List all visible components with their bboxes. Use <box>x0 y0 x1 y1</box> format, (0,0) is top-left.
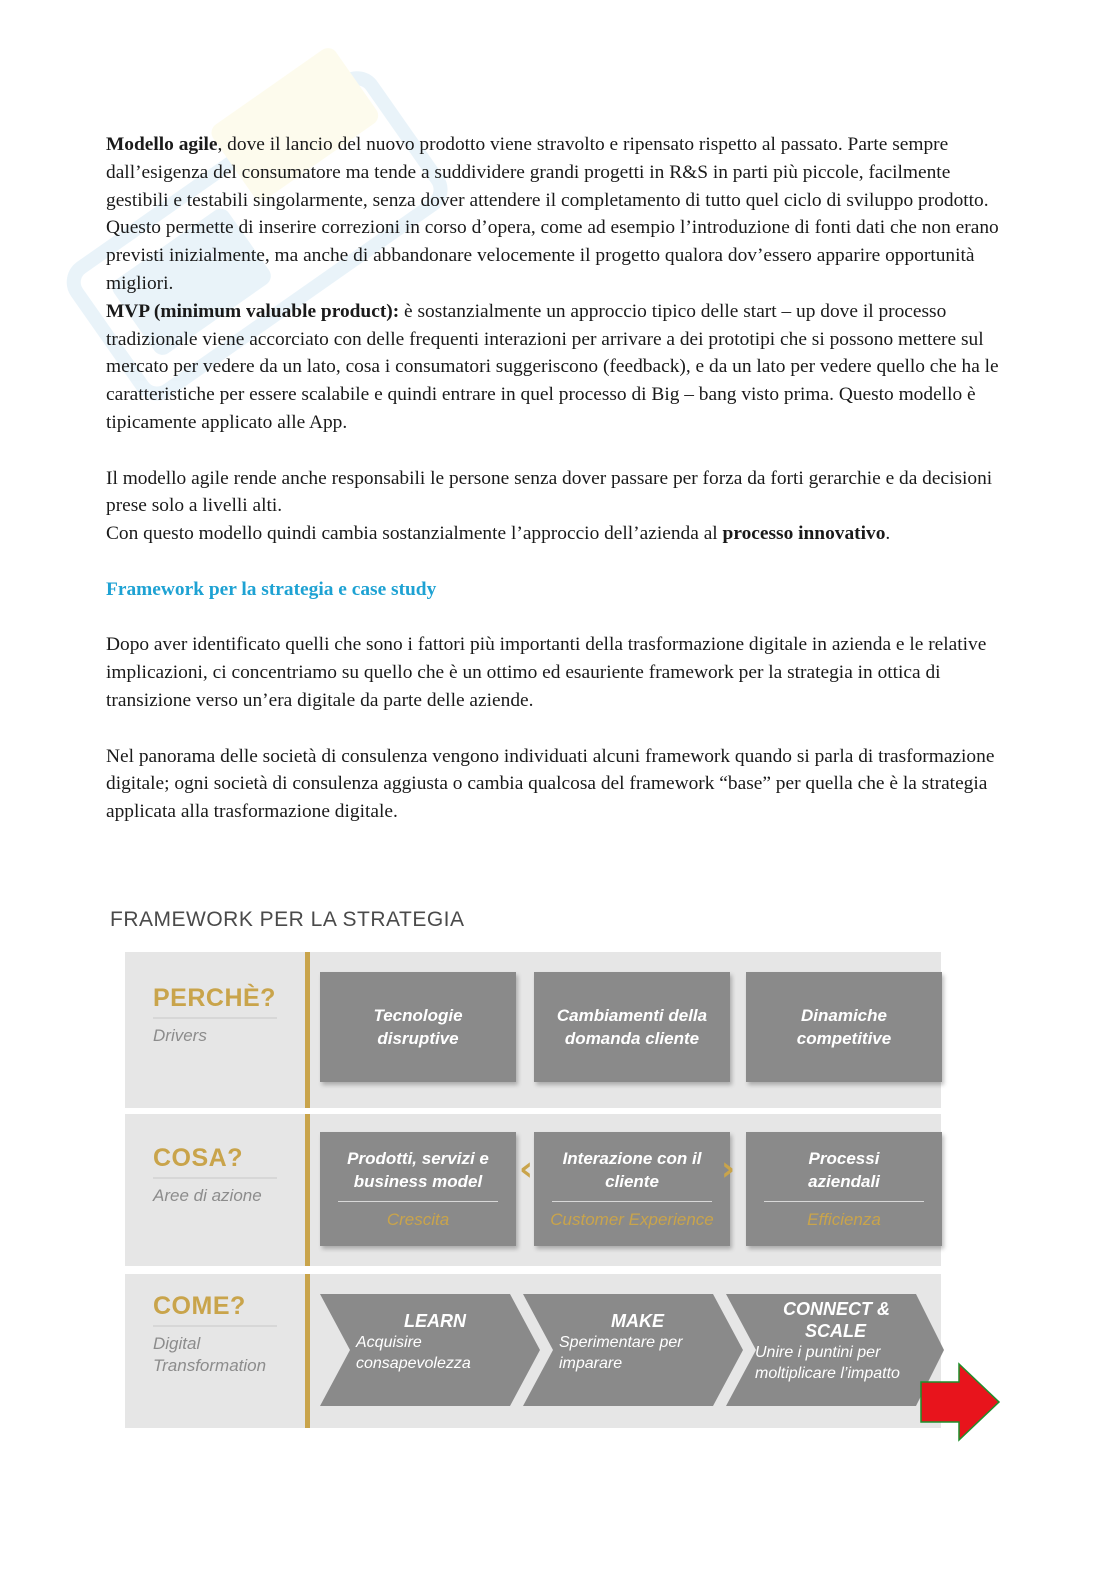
red-arrow-icon <box>917 1360 1003 1446</box>
paragraph-fattori: Dopo aver identificato quelli che sono i fattori più importanti della trasformazione digitale in azienda e le relative implicazioni, ci concentriamo su quello che è un ottimo ed esauriente framework per la strategia in ottica di transizione verso un’era digitale da parte delle aziende. <box>106 634 987 711</box>
paragraph-mvp: MVP (minimum valuable product): è sostanzialmente un approccio tipico delle start – up dove il processo tradizionale viene accorciato con delle frequenti interazioni per arrivare a dei prototipi che si possono mettere sul mercato per vedere da un lato, cosa i consumatori suggeriscono (feedback), e da un lato per vedere quello che ha le caratteristiche per essere scalabile e quindi entrare in quel processo di Big – bang visto prima. Questo modello è tipicamente applicato alle App. <box>106 300 999 433</box>
row-question: COSA? <box>153 1144 243 1172</box>
row-subtitle: Aree di azione <box>153 1186 262 1205</box>
row-subtitle: Drivers <box>153 1026 207 1045</box>
box-prodotti: Prodotti, servizi e business model Crescita <box>320 1132 516 1246</box>
figure-title: FRAMEWORK PER LA STRATEGIA <box>110 908 465 931</box>
paragraph-responsabili: Il modello agile rende anche responsabili le persone senza dover passare per forza da forti gerarchie e da decisioni prese solo a livelli alti. <box>106 467 993 517</box>
chevron-left-icon: ‹ <box>519 1149 534 1189</box>
step-learn: LEARN Acquisire consapevolezza <box>356 1311 471 1372</box>
row-subtitle-line1: Digital <box>153 1334 201 1353</box>
row-perche <box>125 952 941 1108</box>
chevron-right-icon: › <box>721 1149 736 1189</box>
row-cosa <box>125 1114 941 1266</box>
section-heading: Framework per la strategia e case study <box>106 578 437 600</box>
paragraph-correzioni: Questo permette di inserire correzioni in corso d’opera, come ad esempio l’introduzione di fonti dati che non erano previsti inizialmente, ma anche di abbandonare velocemente il progetto qualora dov’essero apparire opportunità migliori. <box>106 217 999 294</box>
framework-figure <box>105 900 1005 1460</box>
box-tecnologie: Tecnologie disruptive <box>320 972 516 1082</box>
box-processi: Processi aziendali Efficienza <box>746 1132 942 1246</box>
step-connect-scale: CONNECT & SCALE Unire i puntini per moltiplicare l’impatto <box>755 1299 900 1382</box>
row-question: PERCHÈ? <box>153 984 276 1012</box>
document-body <box>106 131 1006 826</box>
box-dinamiche: Dinamiche competitive <box>746 972 942 1082</box>
paragraph-modello-agile: Modello agile, dove il lancio del nuovo prodotto viene stravolto e ripensato rispetto al passato. Parte sempre dall’esigenza del consumatore ma tende a suddividere grandi progetti in R&S in parti più piccole, facilmente gestibili e testabili singolarmente, senza dover attendere il completamento di tutto quel ciclo di sviluppo prodotto. <box>106 134 989 211</box>
paragraph-processo: Con questo modello quindi cambia sostanzialmente l’approccio dell’azienda al processo innovativo. <box>106 523 891 545</box>
row-question: COME? <box>153 1292 246 1320</box>
step-make: MAKE Sperimentare per imparare <box>559 1311 683 1372</box>
box-cambiamenti: Cambiamenti della domanda cliente <box>534 972 730 1082</box>
paragraph-consulenza: Nel panorama delle società di consulenza vengono individuati alcuni framework quando si parla di trasformazione digitale; ogni società di consulenza aggiusta o cambia qualcosa del framework “base” per quella che è la strategia applicata alla trasformazione digitale. <box>106 745 995 823</box>
row-subtitle-line2: Transformation <box>153 1356 267 1375</box>
box-interazione: Interazione con il cliente Customer Experience <box>534 1132 730 1246</box>
row-come <box>125 1274 941 1428</box>
